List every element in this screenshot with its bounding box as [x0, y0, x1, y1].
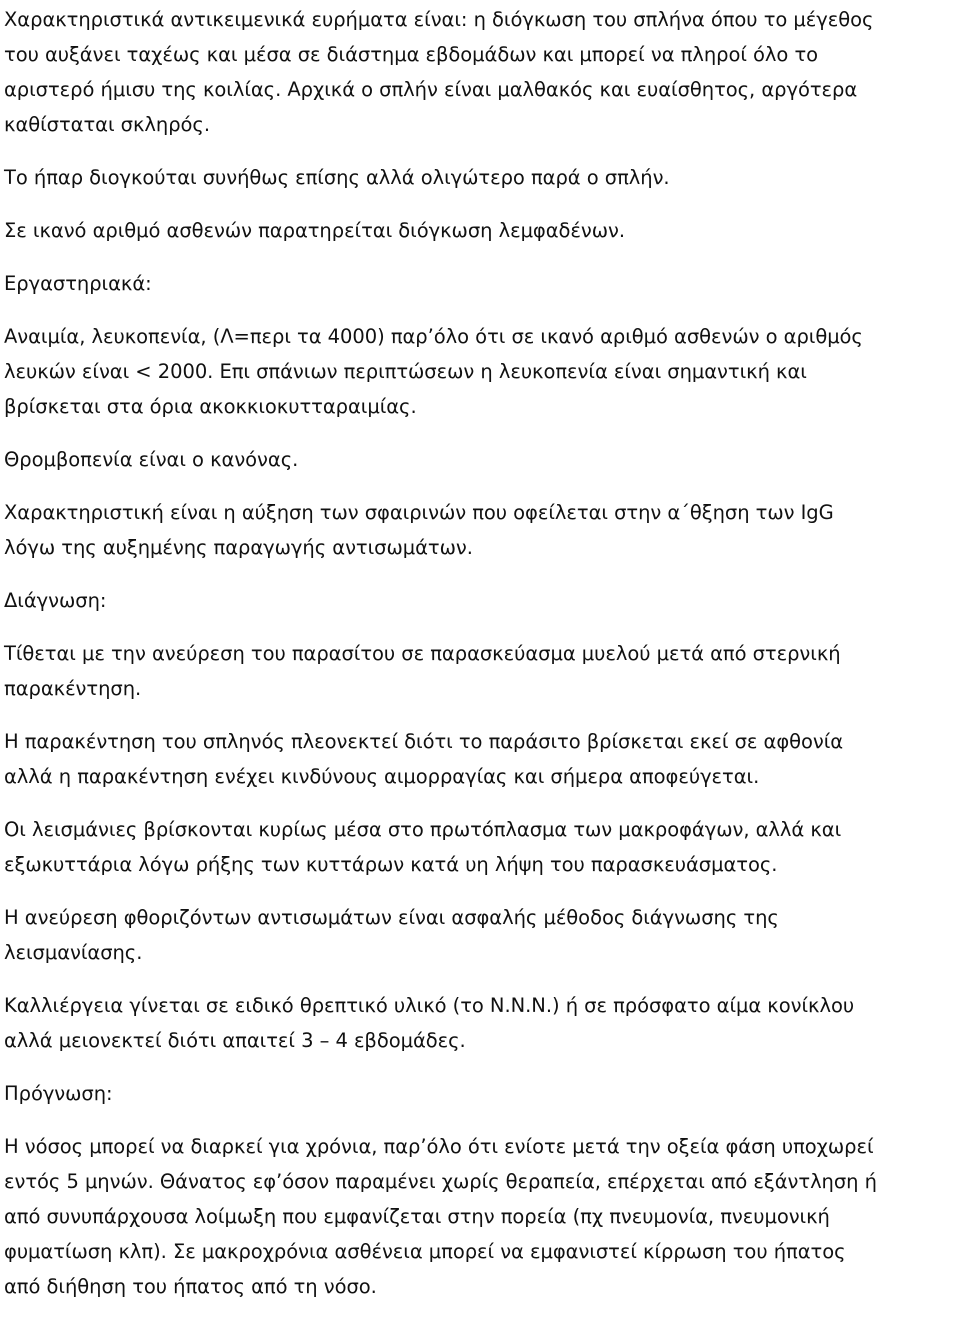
paragraph-globulins — [4, 495, 960, 565]
text-line: Χαρακτηριστική είναι η αύξηση των σφαιρινών που οφείλεται στην α΄θξηση των IgG — [4, 501, 834, 524]
paragraph-thrombocytopenia — [4, 442, 960, 477]
heading-text: Διάγνωση: — [4, 589, 107, 612]
paragraph-culture — [4, 988, 960, 1058]
text-line: από διήθηση του ήπατος από τη νόσο. — [4, 1275, 377, 1298]
heading-text: Πρόγνωση: — [4, 1082, 113, 1105]
text-line: φυματίωση κλπ). Σε μακροχρόνια ασθένεια μπορεί να εμφανιστεί κίρρωση του ήπατος — [4, 1240, 846, 1263]
text-line: από συνυπάρχουσα λοίμωξη που εμφανίζεται στην πορεία (πχ πνευμονία, πνευμονική — [4, 1205, 830, 1228]
text-line: λόγω της αυξημένης παραγωγής αντισωμάτων. — [4, 536, 473, 559]
paragraph-sternal-puncture — [4, 636, 960, 706]
text-line: αλλά η παρακέντηση ενέχει κινδύνους αιμορραγίας και σήμερα αποφεύγεται. — [4, 765, 760, 788]
text-line: Η ανεύρεση φθοριζόντων αντισωμάτων είναι ασφαλής μέθοδος διάγνωσης της — [4, 906, 779, 929]
paragraph-leishmania-location — [4, 812, 960, 882]
text-line: λευκών είναι < 2000. Επι σπάνιων περιπτώσεων η λευκοπενία είναι σημαντική και — [4, 360, 807, 383]
text-line: Τίθεται με την ανεύρεση του παρασίτου σε παρασκεύασμα μυελού μετά από στερνική — [4, 642, 841, 665]
text-line: βρίσκεται στα όρια ακοκκιοκυτταραιμίας. — [4, 395, 417, 418]
section-heading-prognosis — [4, 1076, 960, 1111]
heading-text: Εργαστηριακά: — [4, 272, 152, 295]
text-line: του αυξάνει ταχέως και μέσα σε διάστημα εβδομάδων και μπορεί να πληροί όλο το — [4, 43, 819, 66]
text-line: Αναιμία, λευκοπενία, (Λ=περι τα 4000) παρ’όλο ότι σε ικανό αριθμό ασθενών ο αριθμός — [4, 325, 863, 348]
paragraph-antibodies — [4, 900, 960, 970]
text-line: καθίσταται σκληρός. — [4, 113, 210, 136]
text-line: αλλά μειονεκτεί διότι απαιτεί 3 – 4 εβδομάδες. — [4, 1029, 466, 1052]
paragraph-liver — [4, 160, 960, 195]
text-line: Η νόσος μπορεί να διαρκεί για χρόνια, παρ’όλο ότι ενίοτε μετά την οξεία φάση υποχωρεί — [4, 1135, 874, 1158]
text-line: παρακέντηση. — [4, 677, 142, 700]
text-line: αριστερό ήμισυ της κοιλίας. Αρχικά ο σπλήν είναι μαλθακός και ευαίσθητος, αργότερα — [4, 78, 858, 101]
text-line: Χαρακτηριστικά αντικειμενικά ευρήματα είναι: η διόγκωση του σπλήνα όπου το μέγεθος — [4, 8, 874, 31]
text-line: Οι λεισμάνιες βρίσκονται κυρίως μέσα στο πρωτόπλασμα των μακροφάγων, αλλά και — [4, 818, 842, 841]
paragraph-spleen-puncture — [4, 724, 960, 794]
text-line: Η παρακέντηση του σπληνός πλεονεκτεί διότι το παράσιτο βρίσκεται εκεί σε αφθονία — [4, 730, 844, 753]
text-line: λεισμανίασης. — [4, 941, 143, 964]
section-heading-diagnosis — [4, 583, 960, 618]
section-heading-laboratory — [4, 266, 960, 301]
text-line: εξωκυττάρια λόγω ρήξης των κυττάρων κατά υη λήψη του παρασκευάσματος. — [4, 853, 778, 876]
paragraph-anemia — [4, 319, 960, 424]
paragraph-prognosis — [4, 1129, 960, 1304]
text-line: Σε ικανό αριθμό ασθενών παρατηρείται διόγκωση λεμφαδένων. — [4, 219, 626, 242]
text-line: εντός 5 μηνών. Θάνατος εφ’όσον παραμένει χωρίς θεραπεία, επέρχεται από εξάντληση ή — [4, 1170, 877, 1193]
text-line: Καλλιέργεια γίνεται σε ειδικό θρεπτικό υλικό (το Ν.Ν.Ν.) ή σε πρόσφατο αίμα κονίκλου — [4, 994, 855, 1017]
paragraph-physical-findings — [4, 2, 960, 142]
paragraph-lymph-nodes — [4, 213, 960, 248]
text-line: Θρομβοπενία είναι ο κανόνας. — [4, 448, 299, 471]
text-line: Το ήπαρ διογκούται συνήθως επίσης αλλά ολιγώτερο παρά ο σπλήν. — [4, 166, 670, 189]
